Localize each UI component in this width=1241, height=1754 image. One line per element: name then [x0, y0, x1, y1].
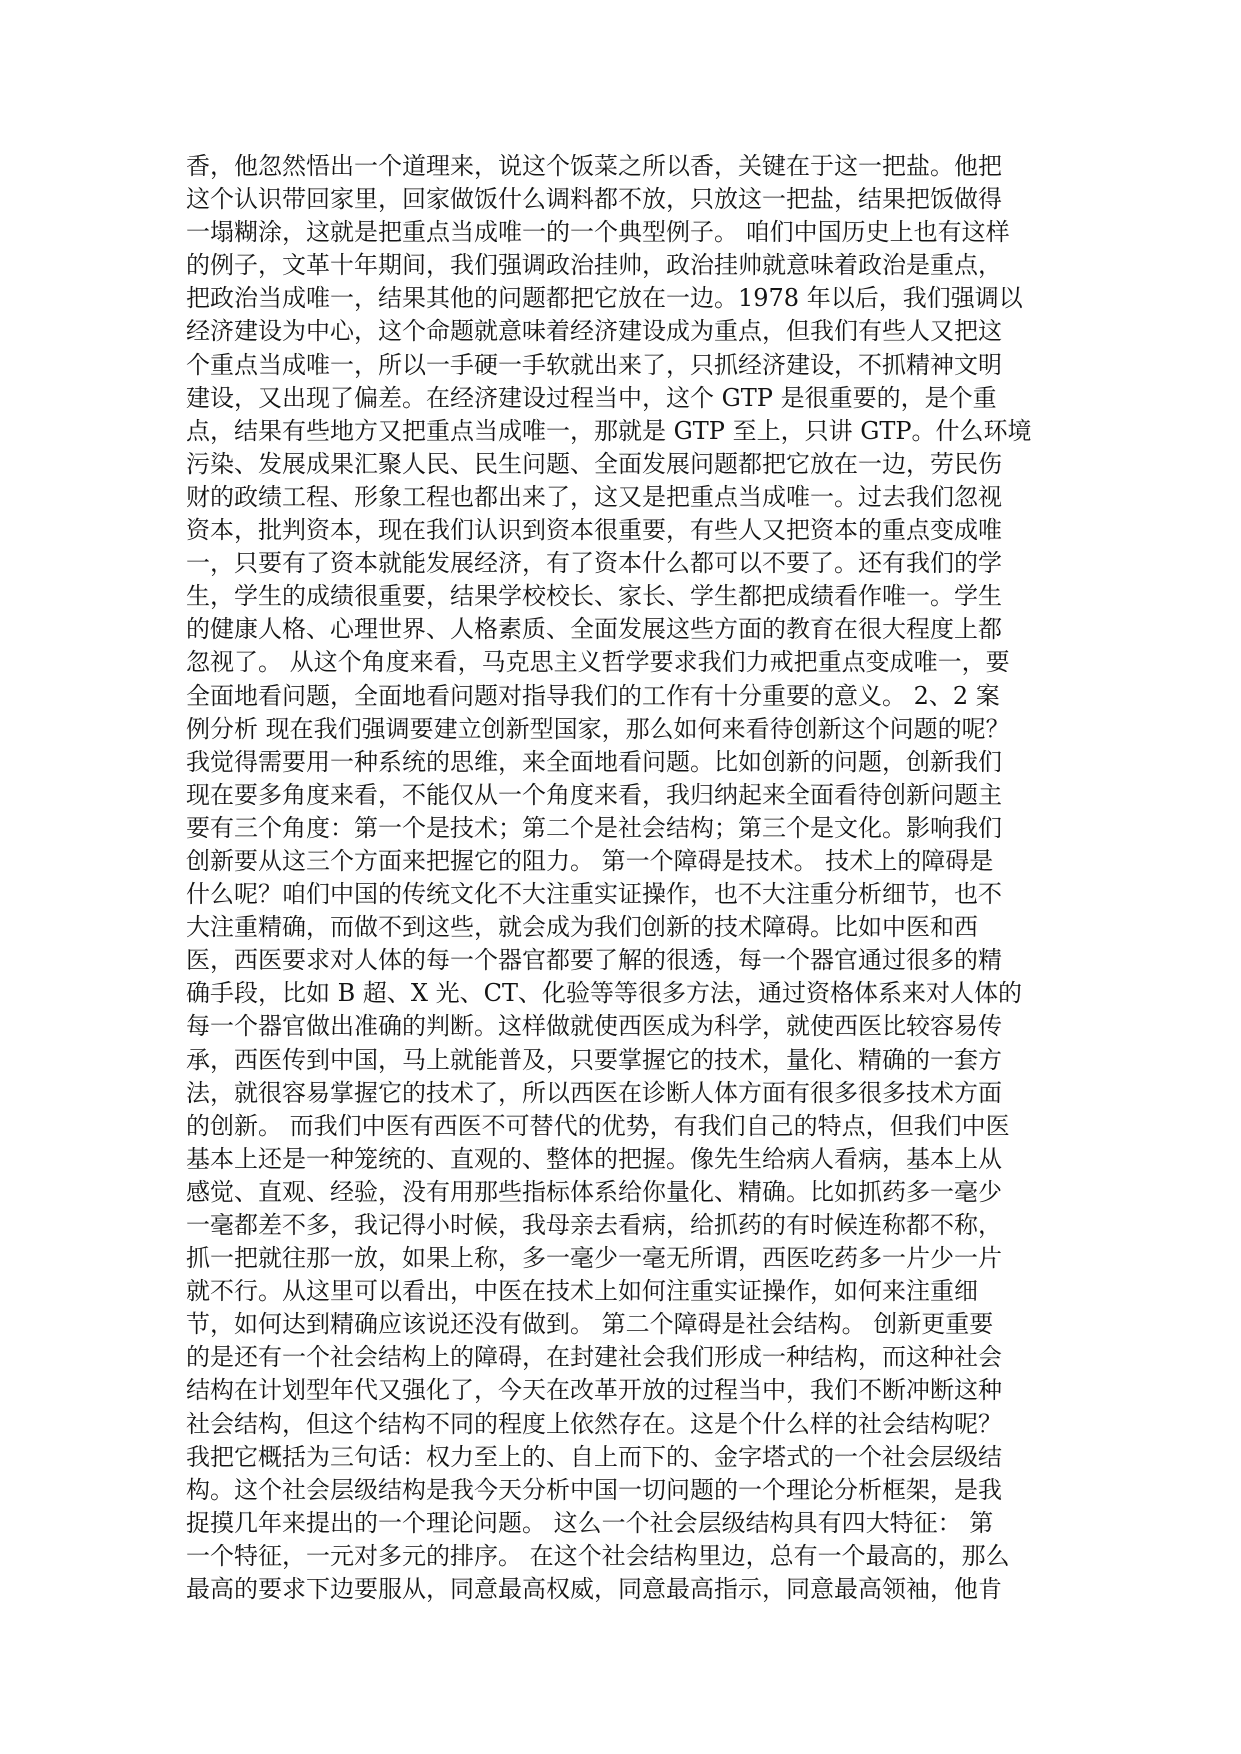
text-line: 的是还有一个社会结构上的障碍，在封建社会我们形成一种结构，而这种社会	[186, 1343, 1002, 1372]
text-line: 一，只要有了资本就能发展经济，有了资本什么都可以不要了。还有我们的学	[186, 549, 1002, 578]
text-line: 创新要从这三个方面来把握它的阻力。 第一个障碍是技术。 技术上的障碍是	[186, 846, 994, 875]
text-line: 构。这个社会层级结构是我今天分析中国一切问题的一个理论分析框架，是我	[186, 1475, 1002, 1504]
body-text	[186, 150, 1056, 1606]
text-line: 抓一把就往那一放，如果上称，多一毫少一毫无所谓，西医吃药多一片少一片	[186, 1244, 1002, 1273]
text-line: 现在要多角度来看，不能仅从一个角度来看，我归纳起来全面看待创新问题主	[186, 780, 1002, 809]
text-line: 感觉、直观、经验，没有用那些指标体系给你量化、精确。比如抓药多一毫少	[186, 1177, 1002, 1206]
text-line: 法，就很容易掌握它的技术了，所以西医在诊断人体方面有很多很多技术方面	[186, 1078, 1002, 1107]
text-line: 资本，批判资本，现在我们认识到资本很重要，有些人又把资本的重点变成唯	[186, 516, 1002, 545]
text-line: 点，结果有些地方又把重点当成唯一，那就是 GTP 至上，只讲 GTP。什么环境	[186, 416, 1032, 445]
text-line: 结构在计划型年代又强化了，今天在改革开放的过程当中，我们不断冲断这种	[186, 1376, 1002, 1405]
text-line: 什么呢？咱们中国的传统文化不大注重实证操作，也不大注重分析细节，也不	[186, 880, 1002, 909]
text-line: 这个认识带回家里，回家做饭什么调料都不放，只放这一把盐，结果把饭做得	[186, 185, 1002, 214]
text-line: 污染、发展成果汇聚人民、民生问题、全面发展问题都把它放在一边，劳民伤	[186, 449, 1002, 478]
text-line: 节，如何达到精确应该说还没有做到。 第二个障碍是社会结构。 创新更重要	[186, 1310, 994, 1339]
text-line: 一毫都差不多，我记得小时候，我母亲去看病，给抓药的有时候连称都不称，	[186, 1211, 1002, 1239]
text-line: 的例子，文革十年期间，我们强调政治挂帅，政治挂帅就意味着政治是重点，	[186, 251, 1002, 280]
text-line: 个重点当成唯一，所以一手硬一手软就出来了，只抓经济建设，不抓精神文明	[186, 350, 1002, 379]
text-line: 的创新。 而我们中医有西医不可替代的优势，有我们自己的特点，但我们中医	[186, 1111, 1010, 1140]
text-line: 香，他忽然悟出一个道理来，说这个饭菜之所以香，关键在于这一把盐。他把	[186, 152, 1002, 180]
text-line: 把政治当成唯一，结果其他的问题都把它放在一边。1978 年以后，我们强调以	[186, 284, 1023, 313]
text-line: 全面地看问题，全面地看问题对指导我们的工作有十分重要的意义。 2、2 案	[186, 681, 1000, 710]
text-line: 要有三个角度：第一个是技术；第二个是社会结构；第三个是文化。影响我们	[186, 813, 1002, 842]
text-line: 例分析 现在我们强调要建立创新型国家，那么如何来看待创新这个问题的呢？	[186, 714, 1010, 743]
text-line: 我把它概括为三句话：权力至上的、自上而下的、金字塔式的一个社会层级结	[186, 1442, 1002, 1471]
text-line: 就不行。从这里可以看出，中医在技术上如何注重实证操作，如何来注重细	[186, 1277, 978, 1306]
text-line: 的健康人格、心理世界、人格素质、全面发展这些方面的教育在很大程度上都	[186, 615, 1002, 644]
text-line: 基本上还是一种笼统的、直观的、整体的把握。像先生给病人看病，基本上从	[186, 1144, 1002, 1173]
text-line: 生，学生的成绩很重要，结果学校校长、家长、学生都把成绩看作唯一。学生	[186, 582, 1002, 611]
text-line: 忽视了。 从这个角度来看，马克思主义哲学要求我们力戒把重点变成唯一，要	[186, 648, 1010, 677]
text-line: 最高的要求下边要服从，同意最高权威，同意最高指示，同意最高领袖，他肯	[186, 1575, 1002, 1604]
text-line: 每一个器官做出准确的判断。这样做就使西医成为科学，就使西医比较容易传	[186, 1012, 1002, 1041]
text-line: 财的政绩工程、形象工程也都出来了，这又是把重点当成唯一。过去我们忽视	[186, 482, 1002, 511]
text-line: 确手段，比如 B 超、X 光、CT、化验等等很多方法，通过资格体系来对人体的	[186, 979, 1022, 1008]
text-line: 经济建设为中心，这个命题就意味着经济建设成为重点，但我们有些人又把这	[186, 317, 1002, 346]
text-line: 医，西医要求对人体的每一个器官都要了解的很透，每一个器官通过很多的精	[186, 946, 1002, 975]
text-line: 大注重精确，而做不到这些，就会成为我们创新的技术障碍。比如中医和西	[186, 913, 978, 942]
text-line: 社会结构，但这个结构不同的程度上依然存在。这是个什么样的社会结构呢？	[186, 1409, 1002, 1438]
text-line: 捉摸几年来提出的一个理论问题。 这么一个社会层级结构具有四大特征： 第	[186, 1508, 994, 1537]
text-line: 一个特征，一元对多元的排序。 在这个社会结构里边，总有一个最高的，那么	[186, 1541, 1010, 1570]
text-line: 我觉得需要用一种系统的思维，来全面地看问题。比如创新的问题，创新我们	[186, 747, 1002, 776]
text-line: 一塌糊涂，这就是把重点当成唯一的一个典型例子。 咱们中国历史上也有这样	[186, 218, 1010, 247]
text-line: 承，西医传到中国，马上就能普及，只要掌握它的技术，量化、精确的一套方	[186, 1045, 1002, 1074]
text-line: 建设，又出现了偏差。在经济建设过程当中，这个 GTP 是很重要的，是个重	[186, 383, 997, 412]
